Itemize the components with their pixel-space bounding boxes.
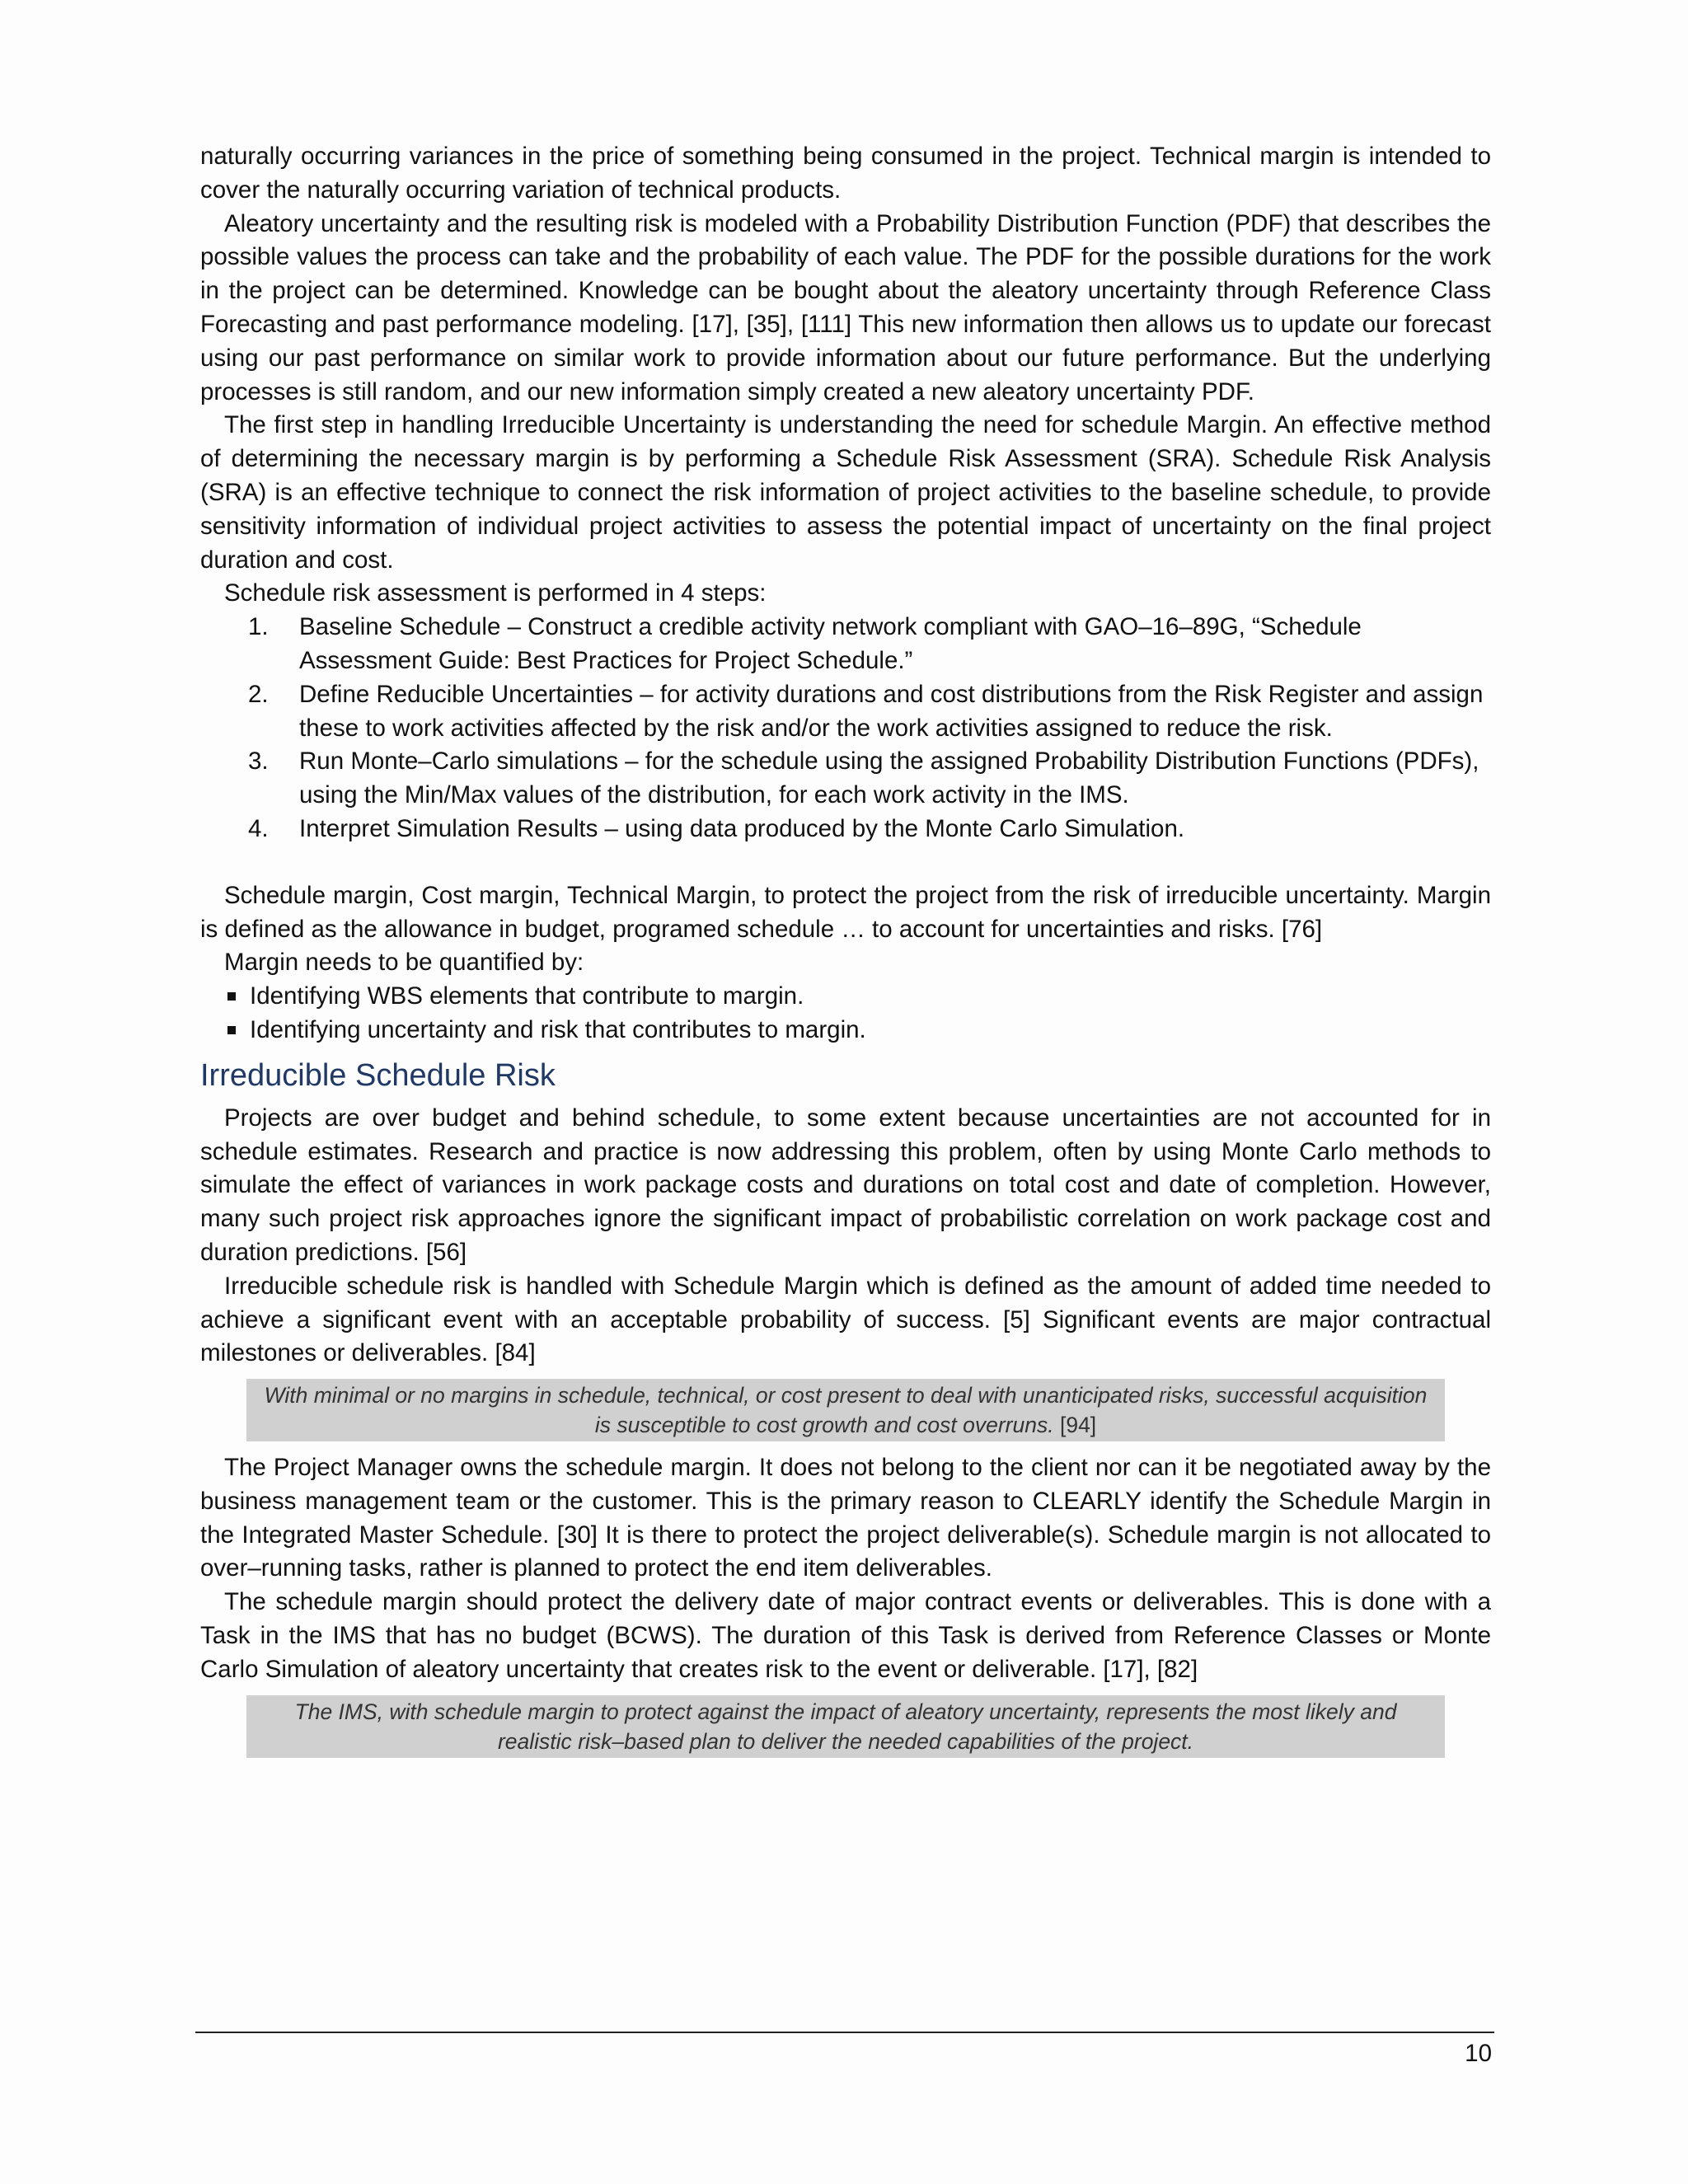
callout-quote-ims xyxy=(246,1695,1445,1758)
paragraph-margin-quantified: Margin needs to be quantified by: xyxy=(224,949,584,977)
list-item xyxy=(200,1014,1491,1047)
list-item xyxy=(200,611,1491,678)
list-number: 2. xyxy=(248,680,269,708)
list-item xyxy=(200,813,1491,846)
square-bullet-icon xyxy=(227,1026,236,1034)
list-item-text: Identifying WBS elements that contribute to margin. xyxy=(250,982,804,1010)
steps-list xyxy=(200,611,1491,846)
paragraph-margin-definition: Schedule margin, Cost margin, Technical Margin, to protect the project from the risk of irreducible uncertainty. Margin is defined as the allowance in budget, programed schedule … to account for uncertainties and risks. [76] xyxy=(200,881,1491,943)
blank-line xyxy=(200,846,1491,879)
list-item xyxy=(200,745,1491,813)
list-item xyxy=(200,980,1491,1014)
square-bullet-icon xyxy=(227,992,236,1001)
list-item-text: Run Monte–Carlo simulations – for the schedule using the assigned Probability Distribution Functions (PDFs), using the Min/Max values of the distribution, for each work activity in the IMS. xyxy=(299,748,1479,809)
paragraph-over-budget: Projects are over budget and behind schedule, to some extent because uncertainties are not accounted for in schedule estimates. Research and practice is now addressing this problem, often by using Monte Carlo methods to simulate the effect of variances in work package costs and durations on total cost and date of completion. However, many such project risk approaches ignore the significant impact of probabilistic correlation on work package cost and duration predictions. [56] xyxy=(200,1104,1491,1266)
list-number: 1. xyxy=(248,613,269,641)
footer-divider xyxy=(195,2032,1494,2033)
section-heading: Irreducible Schedule Risk xyxy=(200,1057,556,1093)
paragraph-project-manager: The Project Manager owns the schedule margin. It does not belong to the client nor can it be negotiated away by the business management team or the customer. This is the primary reason to CLEARLY identify the Schedule Margin in the Integrated Master Schedule. [30] It is there to protect the project deliverable(s). Schedule margin is not allocated to over–running tasks, rather is planned to protect the end item deliverables. xyxy=(200,1454,1491,1582)
paragraph-irreducible-schedule-risk: Irreducible schedule risk is handled with Schedule Margin which is defined as the amount of added time needed to achieve a significant event with an acceptable probability of success. [5] Significant events are major contractual milestones or deliverables. [84] xyxy=(200,1272,1491,1367)
callout-quote-margins xyxy=(246,1379,1445,1441)
page-content xyxy=(200,140,1491,1768)
callout-reference: [94] xyxy=(1059,1413,1097,1438)
page-number: 10 xyxy=(1465,2040,1492,2067)
callout-text: With minimal or no margins in schedule, technical, or cost present to deal with unanticipated risks, successful acquisition is susceptible to cost growth and cost overruns. xyxy=(264,1383,1428,1438)
paragraph-technical-margin: naturally occurring variances in the price of something being consumed in the project. Technical margin is intended to cover the naturally occurring variation of technical products. xyxy=(200,143,1491,204)
bullet-list xyxy=(200,980,1491,1047)
paragraph-schedule-margin-task: The schedule margin should protect the delivery date of major contract events or deliverables. This is done with a Task in the IMS that has no budget (BCWS). The duration of this Task is derived from Reference Classes or Monte Carlo Simulation of aleatory uncertainty that creates risk to the event or deliverable. [17], [82] xyxy=(200,1588,1491,1683)
list-item xyxy=(200,678,1491,746)
paragraph-schedule-risk-analysis: The first step in handling Irreducible Uncertainty is understanding the need for schedule Margin. An effective method of determining the necessary margin is by performing a Schedule Risk Assessment (SRA). Schedule Risk Analysis (SRA) is an effective technique to connect the risk information of project activities to the baseline schedule, to provide sensitivity information of individual project activities to assess the potential impact of uncertainty on the final project duration and cost. xyxy=(200,411,1491,574)
list-item-text: Identifying uncertainty and risk that contributes to margin. xyxy=(250,1015,866,1043)
list-number: 3. xyxy=(248,748,269,776)
paragraph-steps-intro: Schedule risk assessment is performed in 4 steps: xyxy=(224,579,767,607)
list-item-text: Interpret Simulation Results – using data produced by the Monte Carlo Simulation. xyxy=(299,814,1185,842)
list-item-text: Baseline Schedule – Construct a credible activity network compliant with GAO–16–89G, “Schedule Assessment Guide: Best Practices for Project Schedule.” xyxy=(299,613,1362,674)
list-number: 4. xyxy=(248,814,269,842)
callout-text: The IMS, with schedule margin to protect against the impact of aleatory uncertainty, represents the most likely and realistic risk–based plan to deliver the needed capabilities of the project. xyxy=(294,1699,1397,1754)
paragraph-aleatory-pdf: Aleatory uncertainty and the resulting risk is modeled with a Probability Distribution Function (PDF) that describes the possible values the process can take and the probability of each value. The PDF for the possible durations for the work in the project can be determined. Knowledge can be bought about the aleatory uncertainty through Reference Class Forecasting and past performance modeling. [17], [35], [111] This new information then allows us to update our forecast using our past performance on similar work to provide information about our future performance. But the underlying processes is still random, and our new information simply created a new aleatory uncertainty PDF. xyxy=(200,209,1491,405)
list-item-text: Define Reducible Uncertainties – for activity durations and cost distributions from the Risk Register and assign these to work activities affected by the risk and/or the work activities assigned to reduce the risk. xyxy=(299,680,1484,742)
